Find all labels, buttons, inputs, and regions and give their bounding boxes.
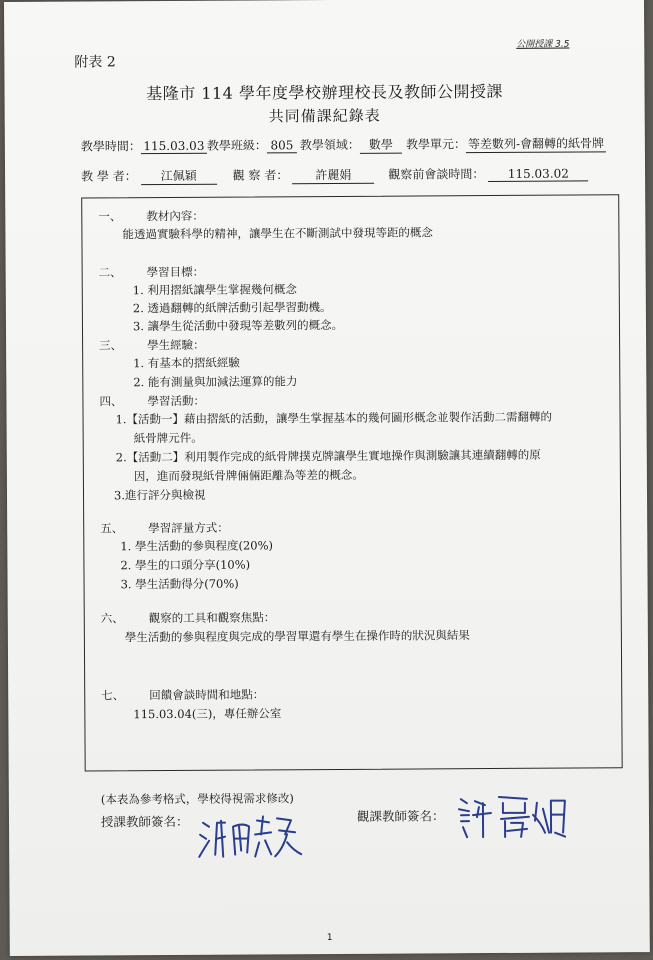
section-heading: 六、 觀察的工具和觀察焦點：	[100, 610, 276, 626]
activity-line: 1.【活動一】藉由摺紙的活動，讓學生掌握基本的幾何圖形概念並製作活動二需翻轉的	[115, 409, 553, 427]
appendix-label: 附表 2	[74, 54, 116, 71]
field-value: 數學	[360, 136, 402, 154]
list-item: 3. 學生活動得分(70%)	[120, 576, 239, 592]
document-title: 基隆市 114 學年度學校辦理校長及教師公開授課	[146, 81, 503, 104]
observer-label: 觀 察 者：	[232, 168, 289, 183]
list-item: 1. 有基本的摺紙經驗	[133, 355, 240, 371]
teacher-label: 教 學 者：	[81, 169, 137, 184]
list-item: 2. 透過翻轉的紙牌活動引起學習動機。	[132, 300, 332, 316]
activity-line: 因，進而發現紙骨牌倆倆距離為等差的概念。	[133, 467, 364, 484]
section-heading: 二、 學習目標：	[98, 264, 205, 280]
teaching-time-label: 教學時間：	[80, 139, 141, 154]
record-box	[81, 194, 622, 771]
unit-label: 教學單元：	[405, 137, 466, 152]
observer-signature	[455, 793, 571, 842]
document-page	[4, 0, 650, 956]
section-heading: 三、 學生經驗：	[99, 337, 205, 353]
list-item: 1. 利用摺紙讓學生掌握幾何概念	[132, 282, 297, 298]
section-body: 115.03.04(三)，專任辦公室	[133, 706, 282, 722]
observer-signature-label: 觀課教師簽名：	[356, 808, 445, 824]
list-item: 1. 學生活動的參與程度(20%)	[120, 538, 274, 554]
activity-line: 3.進行評分與檢視	[113, 487, 206, 503]
meeting-time-label: 觀察前會談時間：	[388, 167, 485, 182]
list-item: 3. 讓學生從活動中發現等差數列的概念。	[132, 317, 344, 334]
activity-line: 2.【活動二】利用製作完成的紙骨牌撲克牌讓學生實地操作與測驗讓其連續翻轉的原	[115, 447, 541, 465]
info-row-2	[81, 164, 588, 185]
form-code: 公開授課 3.5	[516, 39, 570, 50]
section-heading: 一、 教材內容：	[98, 208, 204, 224]
section-heading: 七、 回饋會談時間和地點：	[101, 687, 265, 703]
page-number: 1	[326, 933, 333, 944]
section-body: 能透過實驗科學的精神，讓學生在不斷測試中發現等距的概念	[122, 225, 433, 242]
section-heading: 五、 學習評量方式：	[100, 520, 229, 536]
observer-value: 許麗娟	[292, 166, 374, 185]
activity-line: 紙骨牌元件。	[133, 430, 203, 446]
teacher-value: 江佩穎	[141, 167, 217, 185]
meeting-time-value: 115.03.02	[488, 166, 588, 182]
class-value: 805	[267, 138, 297, 153]
teaching-time-value: 115.03.03	[141, 139, 207, 154]
section-heading: 四、 學習活動：	[99, 393, 205, 409]
format-note: (本表為參考格式，學校得視需求修改)	[100, 791, 294, 807]
class-label: 教學班級：	[206, 138, 267, 153]
field-label: 教學領域：	[299, 137, 360, 153]
teacher-signature-label: 授課教師簽名：	[100, 813, 189, 830]
list-item: 2. 能有測量與加減法運算的能力	[133, 374, 298, 390]
document-subtitle: 共同備課紀錄表	[268, 106, 381, 126]
teacher-signature	[195, 812, 307, 863]
unit-value: 等差數列-會翻轉的紙骨牌	[466, 134, 606, 153]
section-body: 學生活動的參與程度與完成的學習單還有學生在操作時的狀況與結果	[124, 628, 470, 645]
list-item: 2. 學生的口頭分享(10%)	[120, 557, 251, 573]
info-row-1	[81, 134, 606, 155]
